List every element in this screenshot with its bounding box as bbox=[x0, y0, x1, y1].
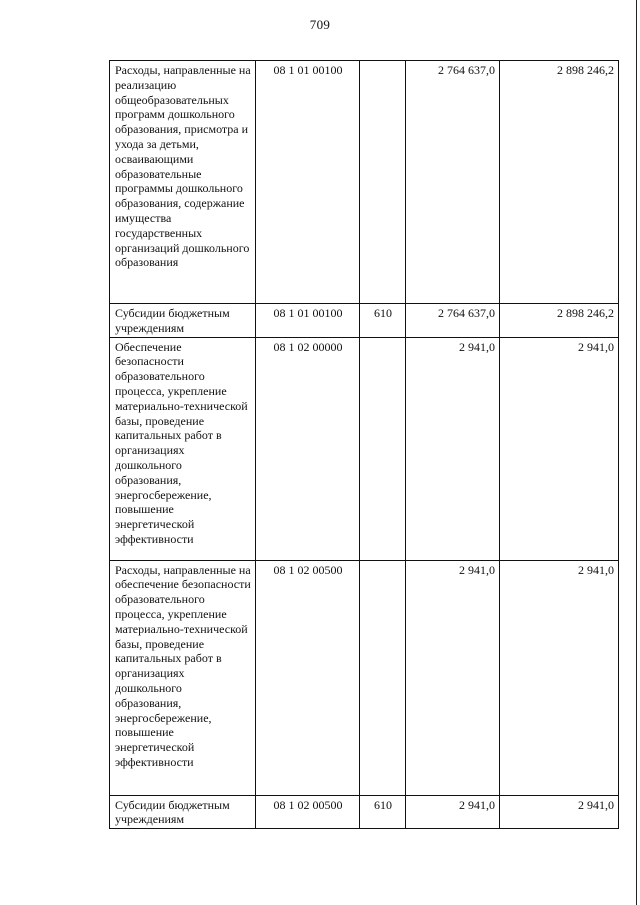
table-row bbox=[110, 304, 619, 338]
amount-year1-cell: 2 764 637,0 bbox=[406, 61, 500, 304]
page-edge-line bbox=[636, 0, 637, 905]
table-row bbox=[110, 61, 619, 304]
table-row bbox=[110, 560, 619, 795]
amount-year2-cell: 2 898 246,2 bbox=[500, 304, 619, 338]
amount-year2-cell: 2 941,0 bbox=[500, 560, 619, 795]
expense-name-cell: Расходы, направленные на реализацию общеобразовательных программ дошкольного образования, присмотра и ухода за детьми, осваивающими образовательные программы дошкольного образования, содержание имущества государственных организаций дошкольного образования bbox=[110, 61, 256, 304]
expense-type-cell: 610 bbox=[360, 304, 406, 338]
target-code-cell: 08 1 01 00100 bbox=[256, 61, 360, 304]
expense-type-cell bbox=[360, 61, 406, 304]
expense-name-cell: Субсидии бюджетным учреждениям bbox=[110, 304, 256, 338]
page-number: 709 bbox=[309, 17, 331, 32]
amount-year2-cell: 2 898 246,2 bbox=[500, 61, 619, 304]
amount-year2-cell: 2 941,0 bbox=[500, 337, 619, 560]
amount-year2-cell: 2 941,0 bbox=[500, 795, 619, 829]
table-row bbox=[110, 337, 619, 560]
target-code-cell: 08 1 02 00500 bbox=[256, 560, 360, 795]
expense-type-cell bbox=[360, 337, 406, 560]
expense-name-cell: Обеспечение безопасности образовательного процесса, укрепление материально-технической базы, проведение капитальных работ в организациях дошкольного образования, энергосбережение, повышение энергетической эффективности bbox=[110, 337, 256, 560]
expense-name-cell: Субсидии бюджетным учреждениям bbox=[110, 795, 256, 829]
expense-type-cell bbox=[360, 560, 406, 795]
amount-year1-cell: 2 764 637,0 bbox=[406, 304, 500, 338]
budget-table bbox=[109, 60, 619, 829]
expense-name-cell: Расходы, направленные на обеспечение безопасности образовательного процесса, укрепление материально-технической базы, проведение капитальных работ в организациях дошкольного образования, энергосбережение, повышение энергетической эффективности bbox=[110, 560, 256, 795]
amount-year1-cell: 2 941,0 bbox=[406, 795, 500, 829]
amount-year1-cell: 2 941,0 bbox=[406, 337, 500, 560]
expense-type-cell: 610 bbox=[360, 795, 406, 829]
amount-year1-cell: 2 941,0 bbox=[406, 560, 500, 795]
table-row bbox=[110, 795, 619, 829]
target-code-cell: 08 1 02 00000 bbox=[256, 337, 360, 560]
target-code-cell: 08 1 01 00100 bbox=[256, 304, 360, 338]
target-code-cell: 08 1 02 00500 bbox=[256, 795, 360, 829]
